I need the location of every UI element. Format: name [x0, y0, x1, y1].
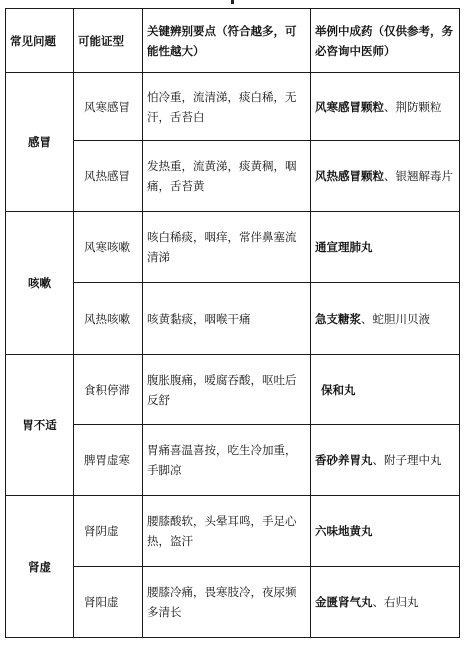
medicine-primary: 六味地黄丸 [315, 524, 373, 538]
medicine-secondary: 、银翘解毒片 [384, 169, 453, 183]
medicine-secondary: 、附子理中丸 [372, 453, 442, 467]
header-pattern: 可能证型 [74, 9, 143, 73]
problem-cell: 感冒 [6, 73, 74, 212]
header-key-points: 关键辨别要点（符合越多，可能性越大） [143, 9, 311, 73]
medicine-secondary: 、蛇胆川贝液 [361, 311, 430, 326]
key-points-cell: 发热重，流黄涕，痰黄稠，咽痛，舌苔黄 [143, 141, 311, 212]
table-row [6, 283, 460, 355]
medicine-primary: 通宣理肺丸 [315, 240, 373, 254]
header-medicine: 举例中成药（仅供参考，务必咨询中医师） [311, 9, 460, 73]
problem-cell: 肾虚 [6, 496, 74, 638]
key-points-cell: 胃痛喜温喜按，吃生冷加重，手脚凉 [143, 425, 311, 496]
medicine-cell [311, 496, 460, 567]
medicine-cell [311, 212, 460, 283]
table-row [6, 567, 460, 638]
medicine-cell [311, 283, 460, 355]
medicine-primary: 急支糖浆 [315, 311, 361, 326]
key-points-cell: 咳白稀痰，咽痒，常伴鼻塞流清涕 [143, 212, 311, 283]
table-row [6, 212, 460, 283]
pattern-cell: 食积停滞 [74, 355, 143, 425]
medicine-secondary: 、右归丸 [372, 595, 419, 609]
key-points-cell: 怕冷重，流清涕，痰白稀，无汗，舌苔白 [143, 73, 311, 141]
medicine-primary: 保和丸 [321, 382, 356, 397]
table-row [6, 425, 460, 496]
table-row [6, 355, 460, 425]
header-problem: 常见问题 [6, 9, 74, 73]
medicine-secondary: 、荆防颗粒 [384, 99, 442, 114]
table-row [6, 141, 460, 212]
pattern-cell: 肾阳虚 [74, 567, 143, 638]
key-points-cell: 腹胀腹痛，嗳腐吞酸，呕吐后反舒 [143, 355, 311, 425]
table-row [6, 73, 460, 141]
medicine-cell [311, 425, 460, 496]
medicine-primary: 金匮肾气丸 [315, 595, 373, 609]
pattern-cell: 脾胃虚寒 [74, 425, 143, 496]
tcm-reference-table [5, 8, 460, 638]
key-points-cell: 腰膝冷痛，畏寒肢冷，夜尿频多清长 [143, 567, 311, 638]
pattern-cell: 风寒感冒 [74, 73, 143, 141]
medicine-cell [311, 567, 460, 638]
medicine-cell [311, 355, 460, 425]
problem-cell: 胃不适 [6, 355, 74, 496]
pattern-cell: 风热感冒 [74, 141, 143, 212]
key-points-cell: 咳黄黏痰，咽喉干痛 [143, 283, 311, 355]
medicine-primary: 风寒感冒颗粒 [315, 99, 384, 114]
table-row [6, 496, 460, 567]
key-points-cell: 腰膝酸软，头晕耳鸣，手足心热，盗汗 [143, 496, 311, 567]
header-row [6, 9, 460, 73]
pattern-cell: 肾阴虚 [74, 496, 143, 567]
pattern-cell: 风热咳嗽 [74, 283, 143, 355]
medicine-primary: 风热感冒颗粒 [315, 169, 384, 183]
medicine-cell [311, 73, 460, 141]
pattern-cell: 风寒咳嗽 [74, 212, 143, 283]
medicine-cell [311, 141, 460, 212]
problem-cell: 咳嗽 [6, 212, 74, 355]
medicine-primary: 香砂养胃丸 [315, 453, 373, 467]
top-edge-mark [0, 0, 465, 8]
